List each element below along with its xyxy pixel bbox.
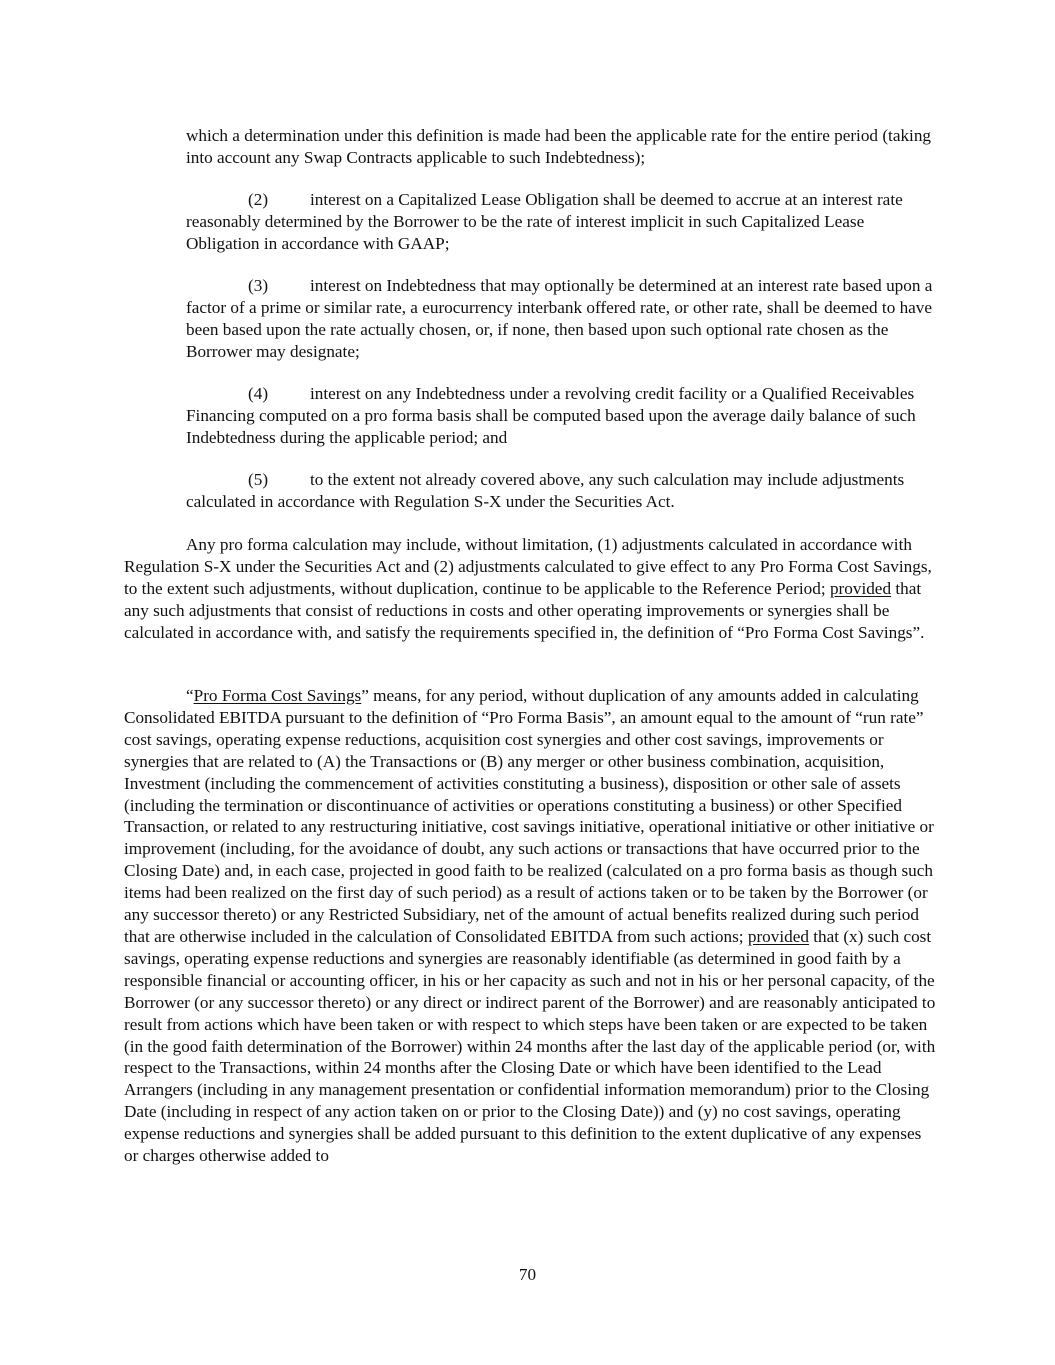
list-item xyxy=(186,469,936,513)
list-item xyxy=(186,189,936,255)
list-item-number: (4) xyxy=(248,384,269,403)
pro-forma-cost-savings-definition xyxy=(124,685,936,1167)
list-item-text: interest on any Indebtedness under a revolving credit facility or a Qualified Receivables Financing computed on a pro forma basis shall be computed based upon the average daily balance of such Indebtedness during the applicable period; and xyxy=(186,384,916,447)
paragraph-text: that (x) such cost savings, operating expense reductions and synergies are reasonably identifiable (as determined in good faith by a responsible financial or accounting officer, in his or her capacity as such and not in his or her personal capacity, of the Borrower (or any successor thereto) or any direct or indirect parent of the Borrower) and are reasonably anticipated to result from actions which have been taken or with respect to which steps have been taken or are expected to be taken (in the good faith determination of the Borrower) within 24 months after the last day of the applicable period (or, with respect to the Transactions, within 24 months after the Closing Date or which have been identified to the Lead Arrangers (including in any management presentation or confidential information memorandum) prior to the Closing Date (including in respect of any action taken on or prior to the Closing Date)) and (y) no cost savings, operating expense reductions and synergies shall be added pursuant to this definition to the extent duplicative of any expenses or charges otherwise added to xyxy=(124,926,936,1166)
list-item xyxy=(186,383,936,449)
continuation-text: which a determination under this definition is made had been the applicable rate for the entire period (taking into account any Swap Contracts applicable to such Indebtedness); xyxy=(186,126,932,167)
paragraph-text: ” means, for any period, without duplication of any amounts added in calculating Consolidated EBITDA pursuant to the definition of “Pro Forma Basis”, an amount equal to the amount of “run rate” cost savings, operating expense reductions, acquisition cost synergies and other cost savings, improvements or synergies that are related to (A) the Transactions or (B) any merger or other business combination, acquisition, Investment (including the commencement of activities constituting a business), disposition or other sale of assets (including the termination or discontinuance of activities or operations constituting a business) or other Specified Transaction, or related to any restructuring initiative, cost savings initiative, operational initiative or other initiative or improvement (including, for the avoidance of doubt, any such actions or transactions that have occurred prior to the Closing Date) and, in each case, projected in good faith to be realized (calculated on a pro forma basis as though such items had been realized on the first day of such period) as a result of actions taken or to be taken by the Borrower (or any successor thereto) or any Restricted Subsidiary, net of the amount of actual benefits realized during such period that are otherwise included in the calculation of Consolidated EBITDA from such actions; xyxy=(124,686,934,946)
list-item-number: (5) xyxy=(248,470,269,489)
list-item-text: interest on Indebtedness that may optionally be determined at an interest rate based upon a factor of a prime or similar rate, a eurocurrency interbank offered rate, or other rate, shall be deemed to have been based upon the rate actually chosen, or, if none, then based upon such optional rate chosen as the Borrower may designate; xyxy=(186,276,933,361)
provided-term: provided xyxy=(747,926,809,946)
list-item-number: (2) xyxy=(248,190,269,209)
list-item xyxy=(186,275,936,363)
provided-term: provided xyxy=(829,578,892,598)
continuation-paragraph xyxy=(186,125,936,169)
list-item-number: (3) xyxy=(248,276,269,295)
pro-forma-calculation-paragraph xyxy=(124,534,936,644)
list-item-text: to the extent not already covered above, any such calculation may include adjustments calculated in accordance with Regulation S-X under the Securities Act. xyxy=(186,470,905,511)
paragraph-text: that any such adjustments that consist of reductions in costs and other operating improvements or synergies shall be calculated in accordance with, and satisfy the requirements specified in, the definition of “Pro Forma Cost Savings”. xyxy=(124,578,925,642)
defined-term: Pro Forma Cost Savings xyxy=(193,686,362,705)
paragraph-text: Any pro forma calculation may include, without limitation, (1) adjustments calculated in accordance with Regulation S-X under the Securities Act and (2) adjustments calculated to give effect to any Pro Forma Cost Savings, to the extent such adjustments, without duplication, continue to be applicable to the Reference Period; xyxy=(124,535,932,598)
open-quote: “ xyxy=(186,686,194,705)
page-number: 70 xyxy=(518,1265,537,1284)
list-item-text: interest on a Capitalized Lease Obligation shall be deemed to accrue at an interest rate reasonably determined by the Borrower to be the rate of interest implicit in such Capitalized Lease Obligation in accordance with GAAP; xyxy=(186,190,903,253)
